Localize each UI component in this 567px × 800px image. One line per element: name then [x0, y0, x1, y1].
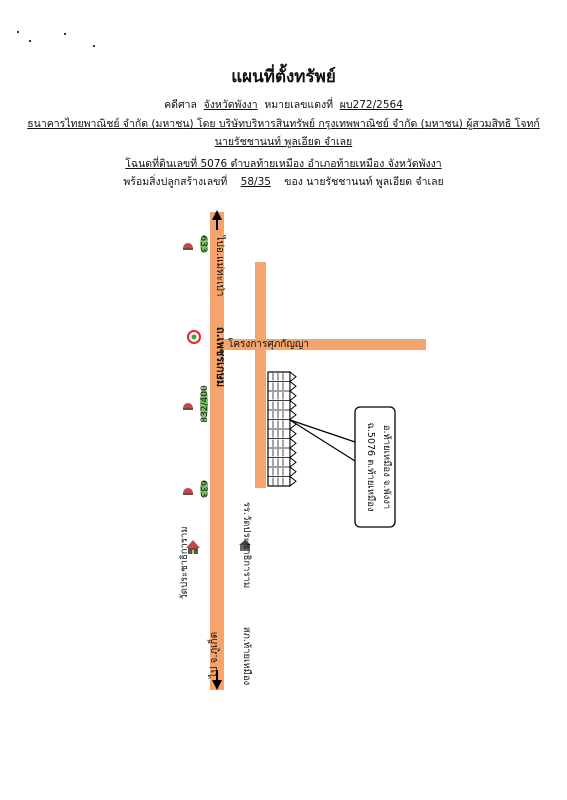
- school-label: รร.วัดประชาธิการาม: [241, 501, 252, 589]
- police-label: สภ.ท้ายเหมือง: [241, 626, 252, 686]
- parcel-roof-tooth: [290, 401, 296, 411]
- project-label: โครงการศุภกัญญา: [228, 339, 310, 350]
- building-number: 58/35: [240, 176, 271, 188]
- parcel-roof-tooth: [290, 391, 296, 401]
- main-road-label: ถ.เพชรเกษม: [214, 326, 227, 388]
- south-direction-label: ไป จ.ภูเก็ต: [209, 631, 220, 679]
- parcel-roof-tooth: [290, 458, 296, 468]
- building-prefix: พร้อมสิ่งปลูกสร้างเลขที่: [123, 176, 228, 188]
- parcel-roof-tooth: [290, 410, 296, 420]
- landmark-dome-icon: [183, 488, 193, 495]
- court-value: จังหวัดพังงา: [203, 99, 258, 111]
- north-direction-label: ไปอ.แม่ทะเป่า: [214, 235, 225, 297]
- parcel-roof-tooth: [290, 372, 296, 382]
- parcel-roof-tooth: [290, 467, 296, 477]
- parcel-roof-tooth: [290, 382, 296, 392]
- km-marker-label: 633: [198, 480, 208, 498]
- defendant-line: นายรัชชานนท์ พูลเอียด จำเลย: [214, 136, 353, 148]
- parcel-roof-tooth: [290, 477, 296, 487]
- court-prefix: คดีศาล: [164, 99, 197, 111]
- map-title: แผนที่ตั้งทรัพย์: [231, 67, 336, 87]
- km-marker: [198, 235, 208, 253]
- km-marker: [200, 385, 210, 423]
- plaintiff-line: ธนาคารไทยพาณิชย์ จำกัด (มหาชน) โดย บริษัทบริหารสินทรัพย์ กรุงเทพพาณิชย์ จำกัด (มหาชน) ผู้สวมสิทธิ โจทก์: [27, 118, 540, 130]
- landmark-dome-icon: [183, 243, 193, 250]
- parcel-callout-line2: อ.ท้ายเหมือง จ.พังงา: [381, 424, 392, 510]
- km-marker: [198, 480, 208, 498]
- km-marker-label: 832/400: [200, 385, 210, 423]
- callout-leader: [290, 420, 355, 461]
- building-suffix: ของ นายรัชชานนท์ พูลเอียด จำเลย: [284, 176, 444, 188]
- landmark-dome-icon: [183, 403, 193, 410]
- case-number: ผบ272/2564: [339, 99, 403, 111]
- project-soi-vertical: [255, 262, 266, 488]
- gas-station-icon: [188, 331, 200, 343]
- callout-leader: [290, 420, 355, 442]
- land-title-line: โฉนดที่ดินเลขที่ 5076 ตำบลท้ายเหมือง อำเภอท้ายเหมือง จังหวัดพังงา: [125, 158, 442, 170]
- temple-label: วัดประชาธิการาม: [179, 526, 190, 600]
- parcel-roof-tooth: [290, 439, 296, 449]
- case-prefix: หมายเลขแดงที่: [264, 99, 334, 111]
- parcel-roof-tooth: [290, 448, 296, 458]
- km-marker-label: 633: [198, 235, 208, 253]
- parcel-callout-line1: ฉ.5076 ต.ท้ายเหมือง: [365, 422, 376, 512]
- parcel-roof-tooth: [290, 429, 296, 439]
